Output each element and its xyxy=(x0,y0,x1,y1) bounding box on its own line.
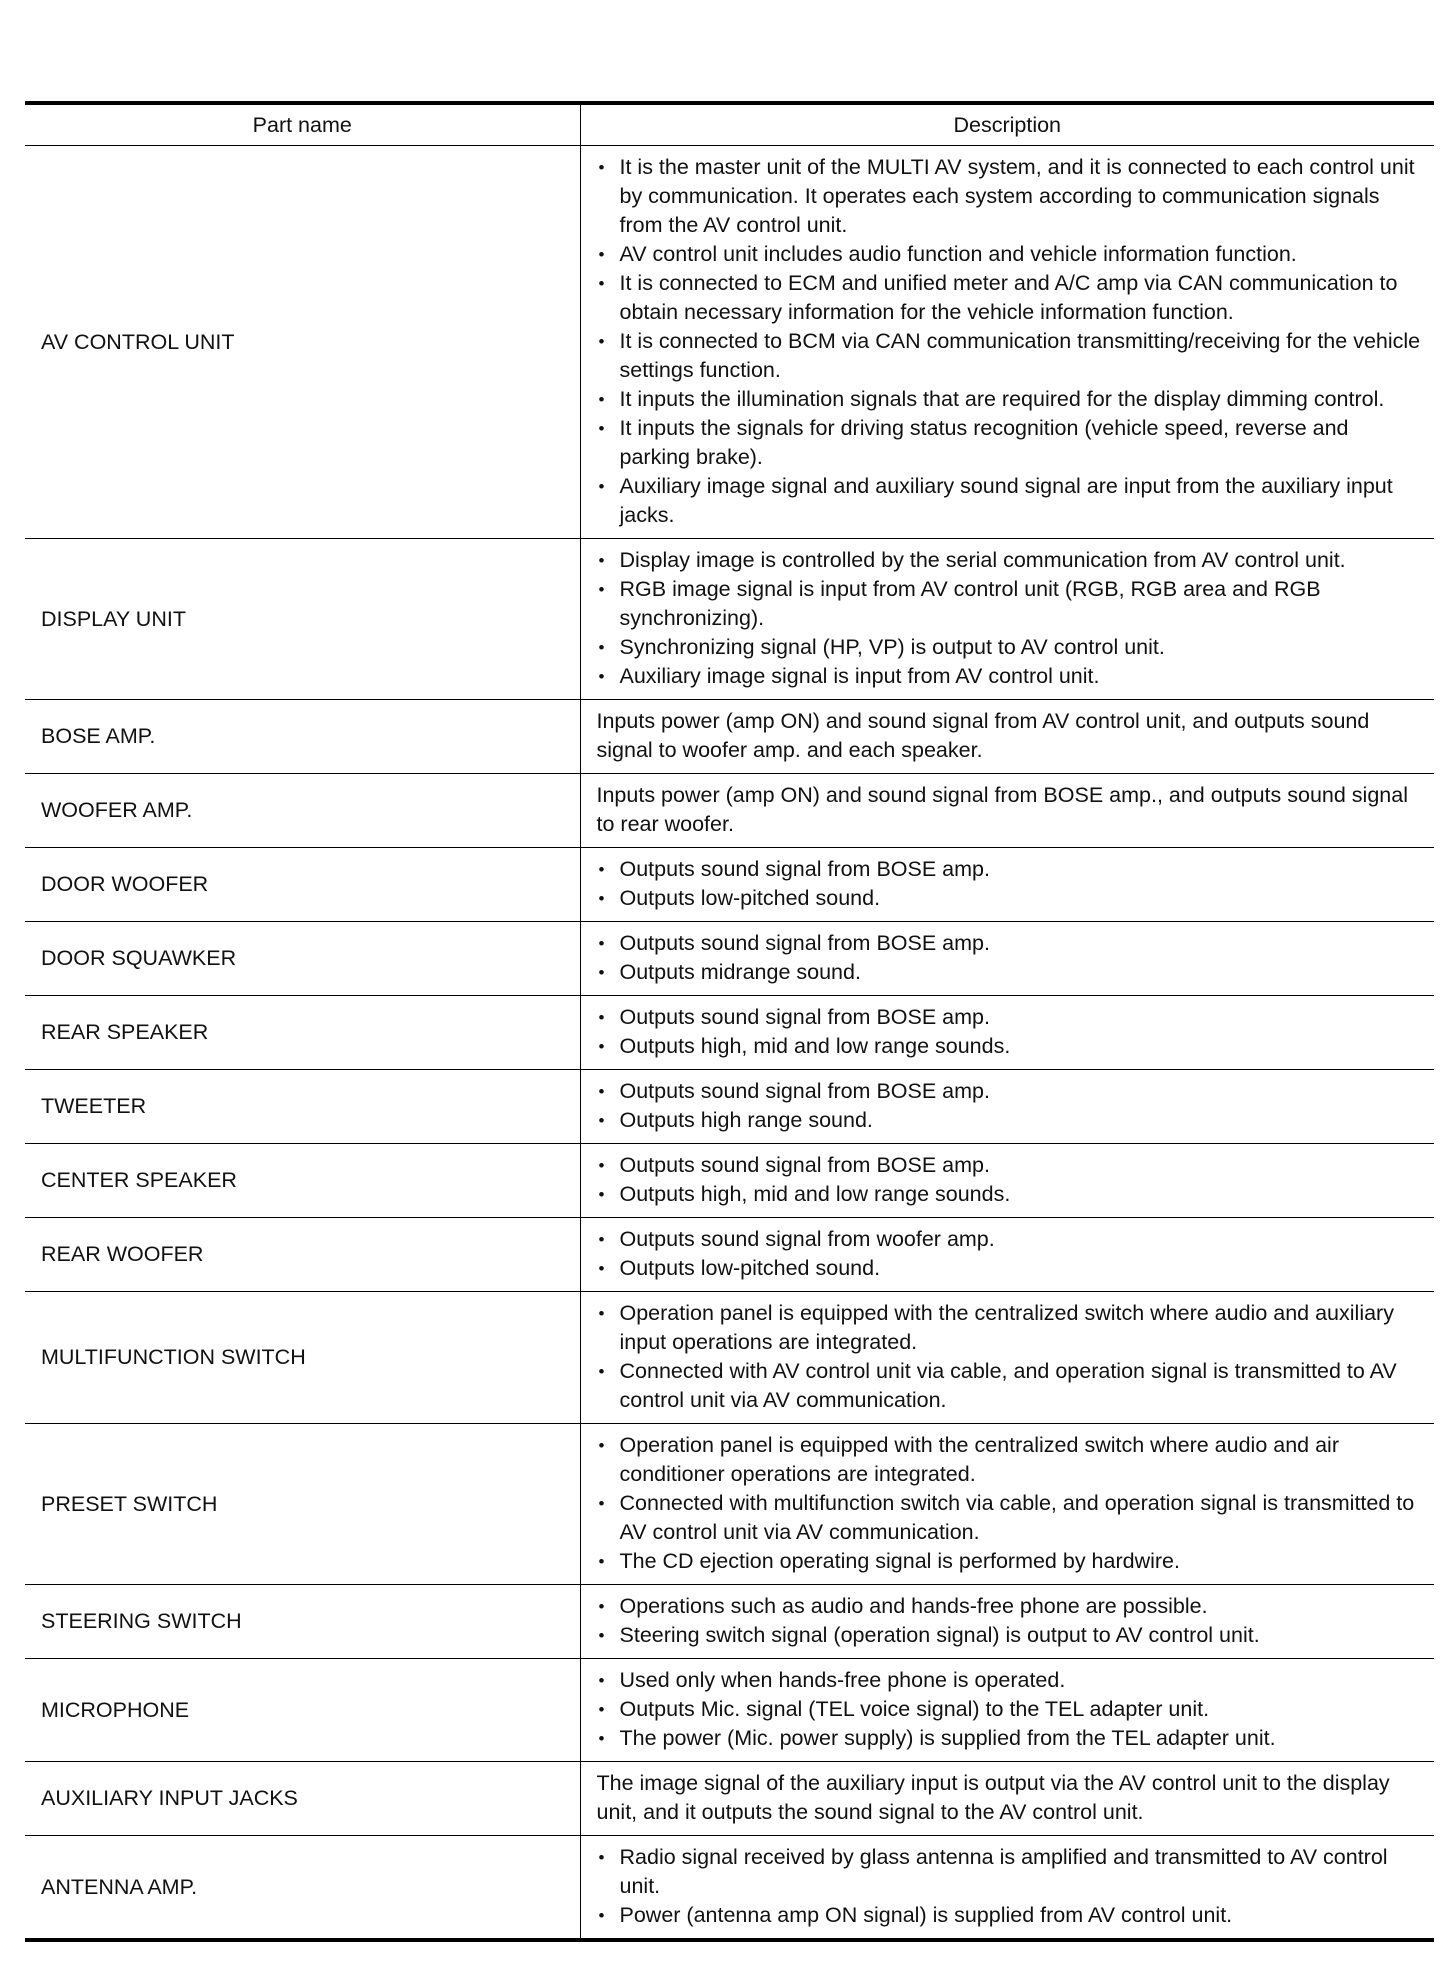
description-bullet-item: • Outputs high range sound. xyxy=(597,1106,1423,1135)
part-name-cell: WOOFER AMP. xyxy=(25,774,580,848)
description-bullet-item: • The CD ejection operating signal is performed by hardwire. xyxy=(597,1547,1423,1576)
table-body xyxy=(25,146,1434,1941)
table-row xyxy=(25,1762,1434,1836)
description-cell xyxy=(580,848,1434,922)
parts-description-table xyxy=(25,101,1434,1942)
description-bullet-item: • Outputs Mic. signal (TEL voice signal) to the TEL adapter unit. xyxy=(597,1695,1423,1724)
table-row xyxy=(25,1836,1434,1941)
description-bullet-item: • Connected with multifunction switch via cable, and operation signal is transmitted to AV control unit via AV communication. xyxy=(597,1489,1423,1547)
column-header-description: Description xyxy=(580,103,1434,146)
part-name-cell: REAR WOOFER xyxy=(25,1218,580,1292)
description-bullet-item: • Outputs sound signal from BOSE amp. xyxy=(597,855,1423,884)
column-header-part-name: Part name xyxy=(25,103,580,146)
description-bullet-list xyxy=(597,855,1423,913)
description-bullet-item: • RGB image signal is input from AV control unit (RGB, RGB area and RGB synchronizing). xyxy=(597,575,1423,633)
description-bullet-item: • Outputs low-pitched sound. xyxy=(597,884,1423,913)
description-bullet-item: • Power (antenna amp ON signal) is supplied from AV control unit. xyxy=(597,1901,1423,1930)
description-cell xyxy=(580,996,1434,1070)
description-text: Inputs power (amp ON) and sound signal from BOSE amp., and outputs sound signal to rear woofer. xyxy=(596,783,1408,836)
description-text: Inputs power (amp ON) and sound signal from AV control unit, and outputs sound signal to woofer amp. and each speaker. xyxy=(596,709,1370,762)
description-bullet-item: • It inputs the signals for driving status recognition (vehicle speed, reverse and parking brake). xyxy=(597,414,1423,472)
description-bullet-item: • Outputs sound signal from BOSE amp. xyxy=(597,1003,1423,1032)
description-bullet-list xyxy=(597,1431,1423,1576)
description-bullet-item: • Used only when hands-free phone is operated. xyxy=(597,1666,1423,1695)
part-name-cell: MULTIFUNCTION SWITCH xyxy=(25,1292,580,1424)
part-name-cell: MICROPHONE xyxy=(25,1659,580,1762)
description-bullet-list xyxy=(597,153,1423,530)
table-row xyxy=(25,996,1434,1070)
table-row xyxy=(25,1659,1434,1762)
description-bullet-item: • Operations such as audio and hands-free phone are possible. xyxy=(597,1592,1423,1621)
description-bullet-item: • Outputs sound signal from woofer amp. xyxy=(597,1225,1423,1254)
description-cell xyxy=(580,1218,1434,1292)
description-cell xyxy=(580,1144,1434,1218)
table-row xyxy=(25,1218,1434,1292)
description-bullet-item: • Outputs sound signal from BOSE amp. xyxy=(597,1077,1423,1106)
description-cell xyxy=(580,1070,1434,1144)
part-name-cell: STEERING SWITCH xyxy=(25,1585,580,1659)
table-row xyxy=(25,1070,1434,1144)
part-name-cell: AUXILIARY INPUT JACKS xyxy=(25,1762,580,1836)
table-row xyxy=(25,774,1434,848)
description-bullet-list xyxy=(597,1666,1423,1753)
description-bullet-list xyxy=(597,1592,1423,1650)
description-bullet-list xyxy=(597,1225,1423,1283)
description-bullet-list xyxy=(597,929,1423,987)
table-row xyxy=(25,1585,1434,1659)
description-bullet-item: • Outputs sound signal from BOSE amp. xyxy=(597,929,1423,958)
description-cell xyxy=(580,539,1434,700)
description-cell xyxy=(580,1585,1434,1659)
description-bullet-item: • Outputs midrange sound. xyxy=(597,958,1423,987)
table-row xyxy=(25,700,1434,774)
description-bullet-item: • It is connected to BCM via CAN communication transmitting/receiving for the vehicle settings function. xyxy=(597,327,1423,385)
description-bullet-item: • Steering switch signal (operation signal) is output to AV control unit. xyxy=(597,1621,1423,1650)
table-row xyxy=(25,1144,1434,1218)
description-cell xyxy=(580,774,1434,848)
description-bullet-item: • Radio signal received by glass antenna is amplified and transmitted to AV control unit. xyxy=(597,1843,1423,1901)
description-bullet-item: • Operation panel is equipped with the centralized switch where audio and air conditioner operations are integrated. xyxy=(597,1431,1423,1489)
description-bullet-item: • Outputs low-pitched sound. xyxy=(597,1254,1423,1283)
description-bullet-list xyxy=(597,546,1423,691)
description-bullet-item: • Connected with AV control unit via cable, and operation signal is transmitted to AV control unit via AV communication. xyxy=(597,1357,1423,1415)
description-bullet-item: • Outputs sound signal from BOSE amp. xyxy=(597,1151,1423,1180)
description-bullet-item: • Outputs high, mid and low range sounds. xyxy=(597,1032,1423,1061)
description-cell xyxy=(580,1292,1434,1424)
description-cell xyxy=(580,1424,1434,1585)
part-name-cell: DOOR SQUAWKER xyxy=(25,922,580,996)
description-bullet-list xyxy=(597,1299,1423,1415)
description-bullet-item: • Display image is controlled by the serial communication from AV control unit. xyxy=(597,546,1423,575)
part-name-cell: REAR SPEAKER xyxy=(25,996,580,1070)
part-name-cell: AV CONTROL UNIT xyxy=(25,146,580,539)
parts-table-container xyxy=(25,101,1434,1942)
description-bullet-item: • The power (Mic. power supply) is supplied from the TEL adapter unit. xyxy=(597,1724,1423,1753)
description-bullet-item: • Operation panel is equipped with the centralized switch where audio and auxiliary input operations are integrated. xyxy=(597,1299,1423,1357)
part-name-cell: TWEETER xyxy=(25,1070,580,1144)
description-bullet-list xyxy=(597,1843,1423,1930)
description-bullet-item: • Auxiliary image signal and auxiliary sound signal are input from the auxiliary input jacks. xyxy=(597,472,1423,530)
description-bullet-item: • Synchronizing signal (HP, VP) is output to AV control unit. xyxy=(597,633,1423,662)
part-name-cell: DISPLAY UNIT xyxy=(25,539,580,700)
part-name-cell: ANTENNA AMP. xyxy=(25,1836,580,1941)
part-name-cell: CENTER SPEAKER xyxy=(25,1144,580,1218)
part-name-cell: PRESET SWITCH xyxy=(25,1424,580,1585)
description-cell xyxy=(580,700,1434,774)
part-name-cell: BOSE AMP. xyxy=(25,700,580,774)
description-text: The image signal of the auxiliary input is output via the AV control unit to the display unit, and it outputs the sound signal to the AV control unit. xyxy=(596,1771,1390,1824)
table-row xyxy=(25,922,1434,996)
description-bullet-item: • Outputs high, mid and low range sounds. xyxy=(597,1180,1423,1209)
table-row xyxy=(25,539,1434,700)
description-cell xyxy=(580,922,1434,996)
description-bullet-list xyxy=(597,1077,1423,1135)
description-bullet-item: • It is the master unit of the MULTI AV system, and it is connected to each control unit by communication. It operates each system according to communication signals from the AV control unit. xyxy=(597,153,1423,240)
table-row xyxy=(25,1424,1434,1585)
description-cell xyxy=(580,1762,1434,1836)
table-row xyxy=(25,848,1434,922)
description-cell xyxy=(580,1836,1434,1941)
description-bullet-item: • It inputs the illumination signals that are required for the display dimming control. xyxy=(597,385,1423,414)
description-bullet-item: • AV control unit includes audio function and vehicle information function. xyxy=(597,240,1423,269)
description-bullet-list xyxy=(597,1003,1423,1061)
table-row xyxy=(25,1292,1434,1424)
part-name-cell: DOOR WOOFER xyxy=(25,848,580,922)
description-cell xyxy=(580,1659,1434,1762)
description-bullet-item: • Auxiliary image signal is input from AV control unit. xyxy=(597,662,1423,691)
table-header-row xyxy=(25,103,1434,146)
description-bullet-item: • It is connected to ECM and unified meter and A/C amp via CAN communication to obtain necessary information for the vehicle information function. xyxy=(597,269,1423,327)
description-bullet-list xyxy=(597,1151,1423,1209)
table-row xyxy=(25,146,1434,539)
description-cell xyxy=(580,146,1434,539)
